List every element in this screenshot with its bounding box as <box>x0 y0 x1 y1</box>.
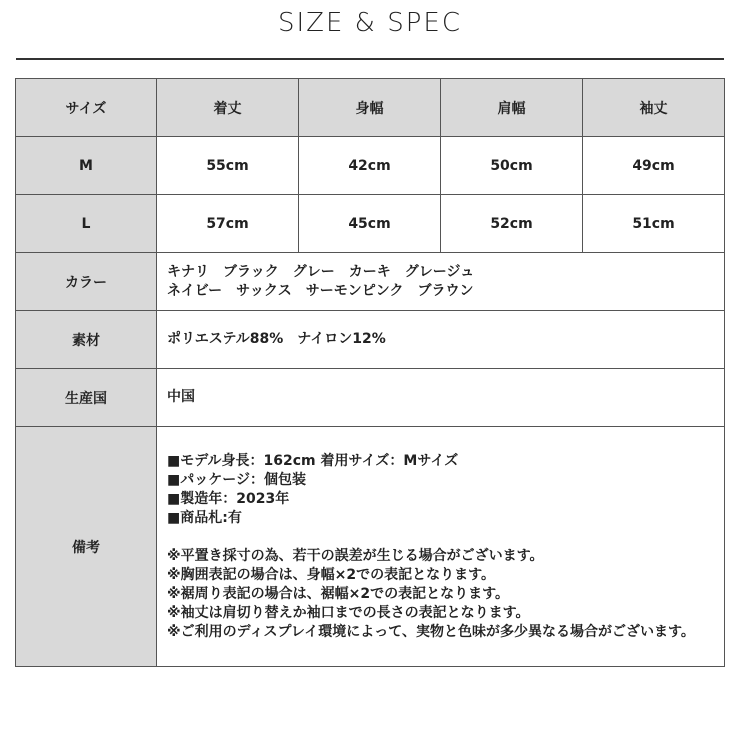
column-header-length: 着丈 <box>157 79 299 137</box>
color-row <box>16 253 725 311</box>
notes-remark: ※胸囲表記の場合は、身幅×2での表記となります。 <box>167 566 495 583</box>
origin-row <box>16 369 725 427</box>
notes-item: ■製造年：2023年 <box>167 490 290 507</box>
size-l-shoulder: 52cm <box>441 195 583 253</box>
notes-item: ■商品札:有 <box>167 509 242 526</box>
color-label: カラー <box>16 253 157 311</box>
origin-label: 生産国 <box>16 369 157 427</box>
size-row-m <box>16 137 725 195</box>
size-header-label: サイズ <box>16 79 157 137</box>
size-m-length: 55cm <box>157 137 299 195</box>
size-label-l: L <box>16 195 157 253</box>
size-l-length: 57cm <box>157 195 299 253</box>
notes-remark: ※ご利用のディスプレイ環境によって、実物と色味が多少異なる場合がございます。 <box>167 623 695 640</box>
color-values <box>157 253 725 311</box>
size-header-row <box>16 79 725 137</box>
spec-table <box>15 78 725 667</box>
material-row <box>16 311 725 369</box>
size-l-width: 45cm <box>299 195 441 253</box>
notes-remark: ※平置き採寸の為、若干の誤差が生じる場合がございます。 <box>167 547 544 564</box>
notes-row <box>16 427 725 667</box>
color-line-1: キナリ ブラック グレー カーキ グレージュ <box>167 263 475 280</box>
size-m-sleeve: 49cm <box>583 137 725 195</box>
notes-spacer <box>167 528 724 547</box>
notes-item: ■パッケージ：個包装 <box>167 471 306 488</box>
color-line-2: ネイビー サックス サーモンピンク ブラウン <box>167 282 474 299</box>
size-label-m: M <box>16 137 157 195</box>
size-m-shoulder: 50cm <box>441 137 583 195</box>
size-l-sleeve: 51cm <box>583 195 725 253</box>
size-row-l <box>16 195 725 253</box>
column-header-width: 身幅 <box>299 79 441 137</box>
page-title: SIZE & SPEC <box>278 8 462 38</box>
notes-label: 備考 <box>16 427 157 667</box>
notes-item: ■モデル身長：162cm 着用サイズ：Mサイズ <box>167 452 459 469</box>
material-label: 素材 <box>16 311 157 369</box>
title-divider <box>16 58 724 60</box>
origin-value: 中国 <box>157 369 725 427</box>
material-value: ポリエステル88% ナイロン12% <box>157 311 725 369</box>
notes-remark: ※裾周り表記の場合は、裾幅×2での表記となります。 <box>167 585 509 602</box>
size-m-width: 42cm <box>299 137 441 195</box>
column-header-sleeve: 袖丈 <box>583 79 725 137</box>
notes-remark: ※袖丈は肩切り替えか袖口までの長さの表記となります。 <box>167 604 530 621</box>
column-header-shoulder: 肩幅 <box>441 79 583 137</box>
notes-content <box>157 427 725 667</box>
